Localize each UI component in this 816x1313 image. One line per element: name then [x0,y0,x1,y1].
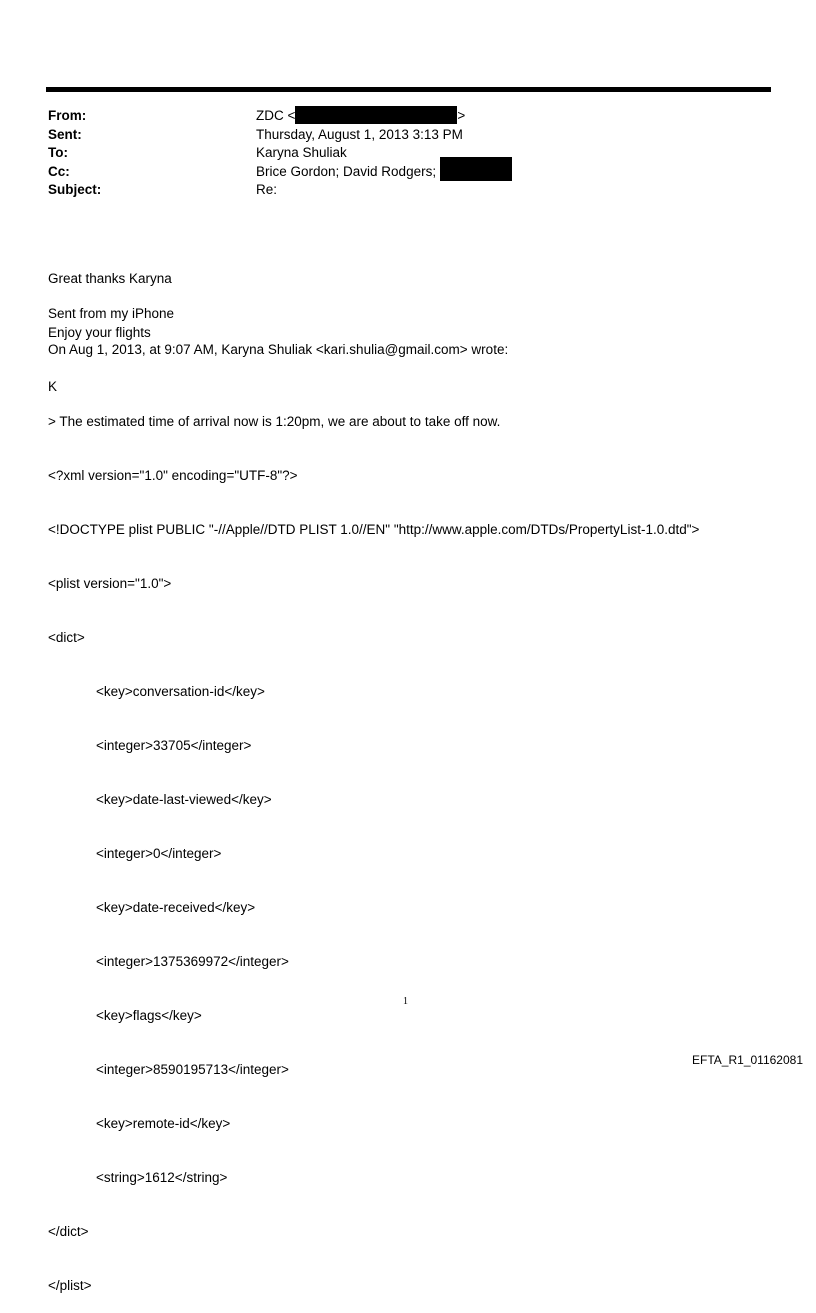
body-line: Enjoy your flights [48,325,151,340]
document-id: EFTA_R1_01162081 [692,1053,803,1067]
quoted-line: <key>conversation-id</key> [96,684,265,699]
quoted-line: <integer>1375369972</integer> [96,954,289,969]
quoted-line: <dict> [48,630,85,645]
from-value [256,107,465,126]
quoted-line: </plist> [48,1278,92,1293]
header-rule [46,87,771,92]
from-suffix: > [457,108,466,123]
signature: Sent from my iPhone [48,306,175,321]
quoted-message [48,377,699,1313]
from-label: From: [48,108,87,123]
quoted-line: </dict> [48,1224,89,1239]
cc-names: Brice Gordon; David Rodgers; [256,163,437,179]
body-line: K [48,379,58,394]
sent-label: Sent: [48,126,82,142]
quoted-line: <key>date-last-viewed</key> [96,792,272,807]
subject-label: Subject: [48,182,102,197]
cc-label: Cc: [48,163,70,179]
from-prefix: ZDC < [256,108,296,123]
quote-intro: On Aug 1, 2013, at 9:07 AM, Karyna Shuliak <kari.shulia@gmail.com> wrote: [48,342,509,357]
quoted-line: <plist version="1.0"> [48,576,172,591]
to-value: Karyna Shuliak [256,145,347,160]
quoted-line: <string>1612</string> [96,1170,228,1185]
quoted-line: <!DOCTYPE plist PUBLIC "-//Apple//DTD PLIST 1.0//EN" "http://www.apple.com/DTDs/PropertyList-1.0.dtd"> [48,522,700,537]
subject-value: Re: [256,182,278,197]
to-label: To: [48,145,68,160]
quoted-line: <?xml version="1.0" encoding="UTF-8"?> [48,468,298,483]
quoted-line: <key>remote-id</key> [96,1116,231,1131]
sent-value: Thursday, August 1, 2013 3:13 PM [256,126,463,142]
page-number: 1 [403,996,408,1007]
body-line: Great thanks Karyna [48,271,172,286]
quoted-line: <key>date-received</key> [96,900,256,915]
quoted-line: <key>flags</key> [96,1008,202,1023]
cc-value [256,163,512,182]
quoted-line: > The estimated time of arrival now is 1:20pm, we are about to take off now. [48,414,501,429]
redaction-box [295,106,457,124]
quoted-line: <integer>33705</integer> [96,738,252,753]
quoted-line: <integer>8590195713</integer> [96,1062,289,1077]
quoted-line: <integer>0</integer> [96,846,222,861]
redaction-box [440,157,512,181]
